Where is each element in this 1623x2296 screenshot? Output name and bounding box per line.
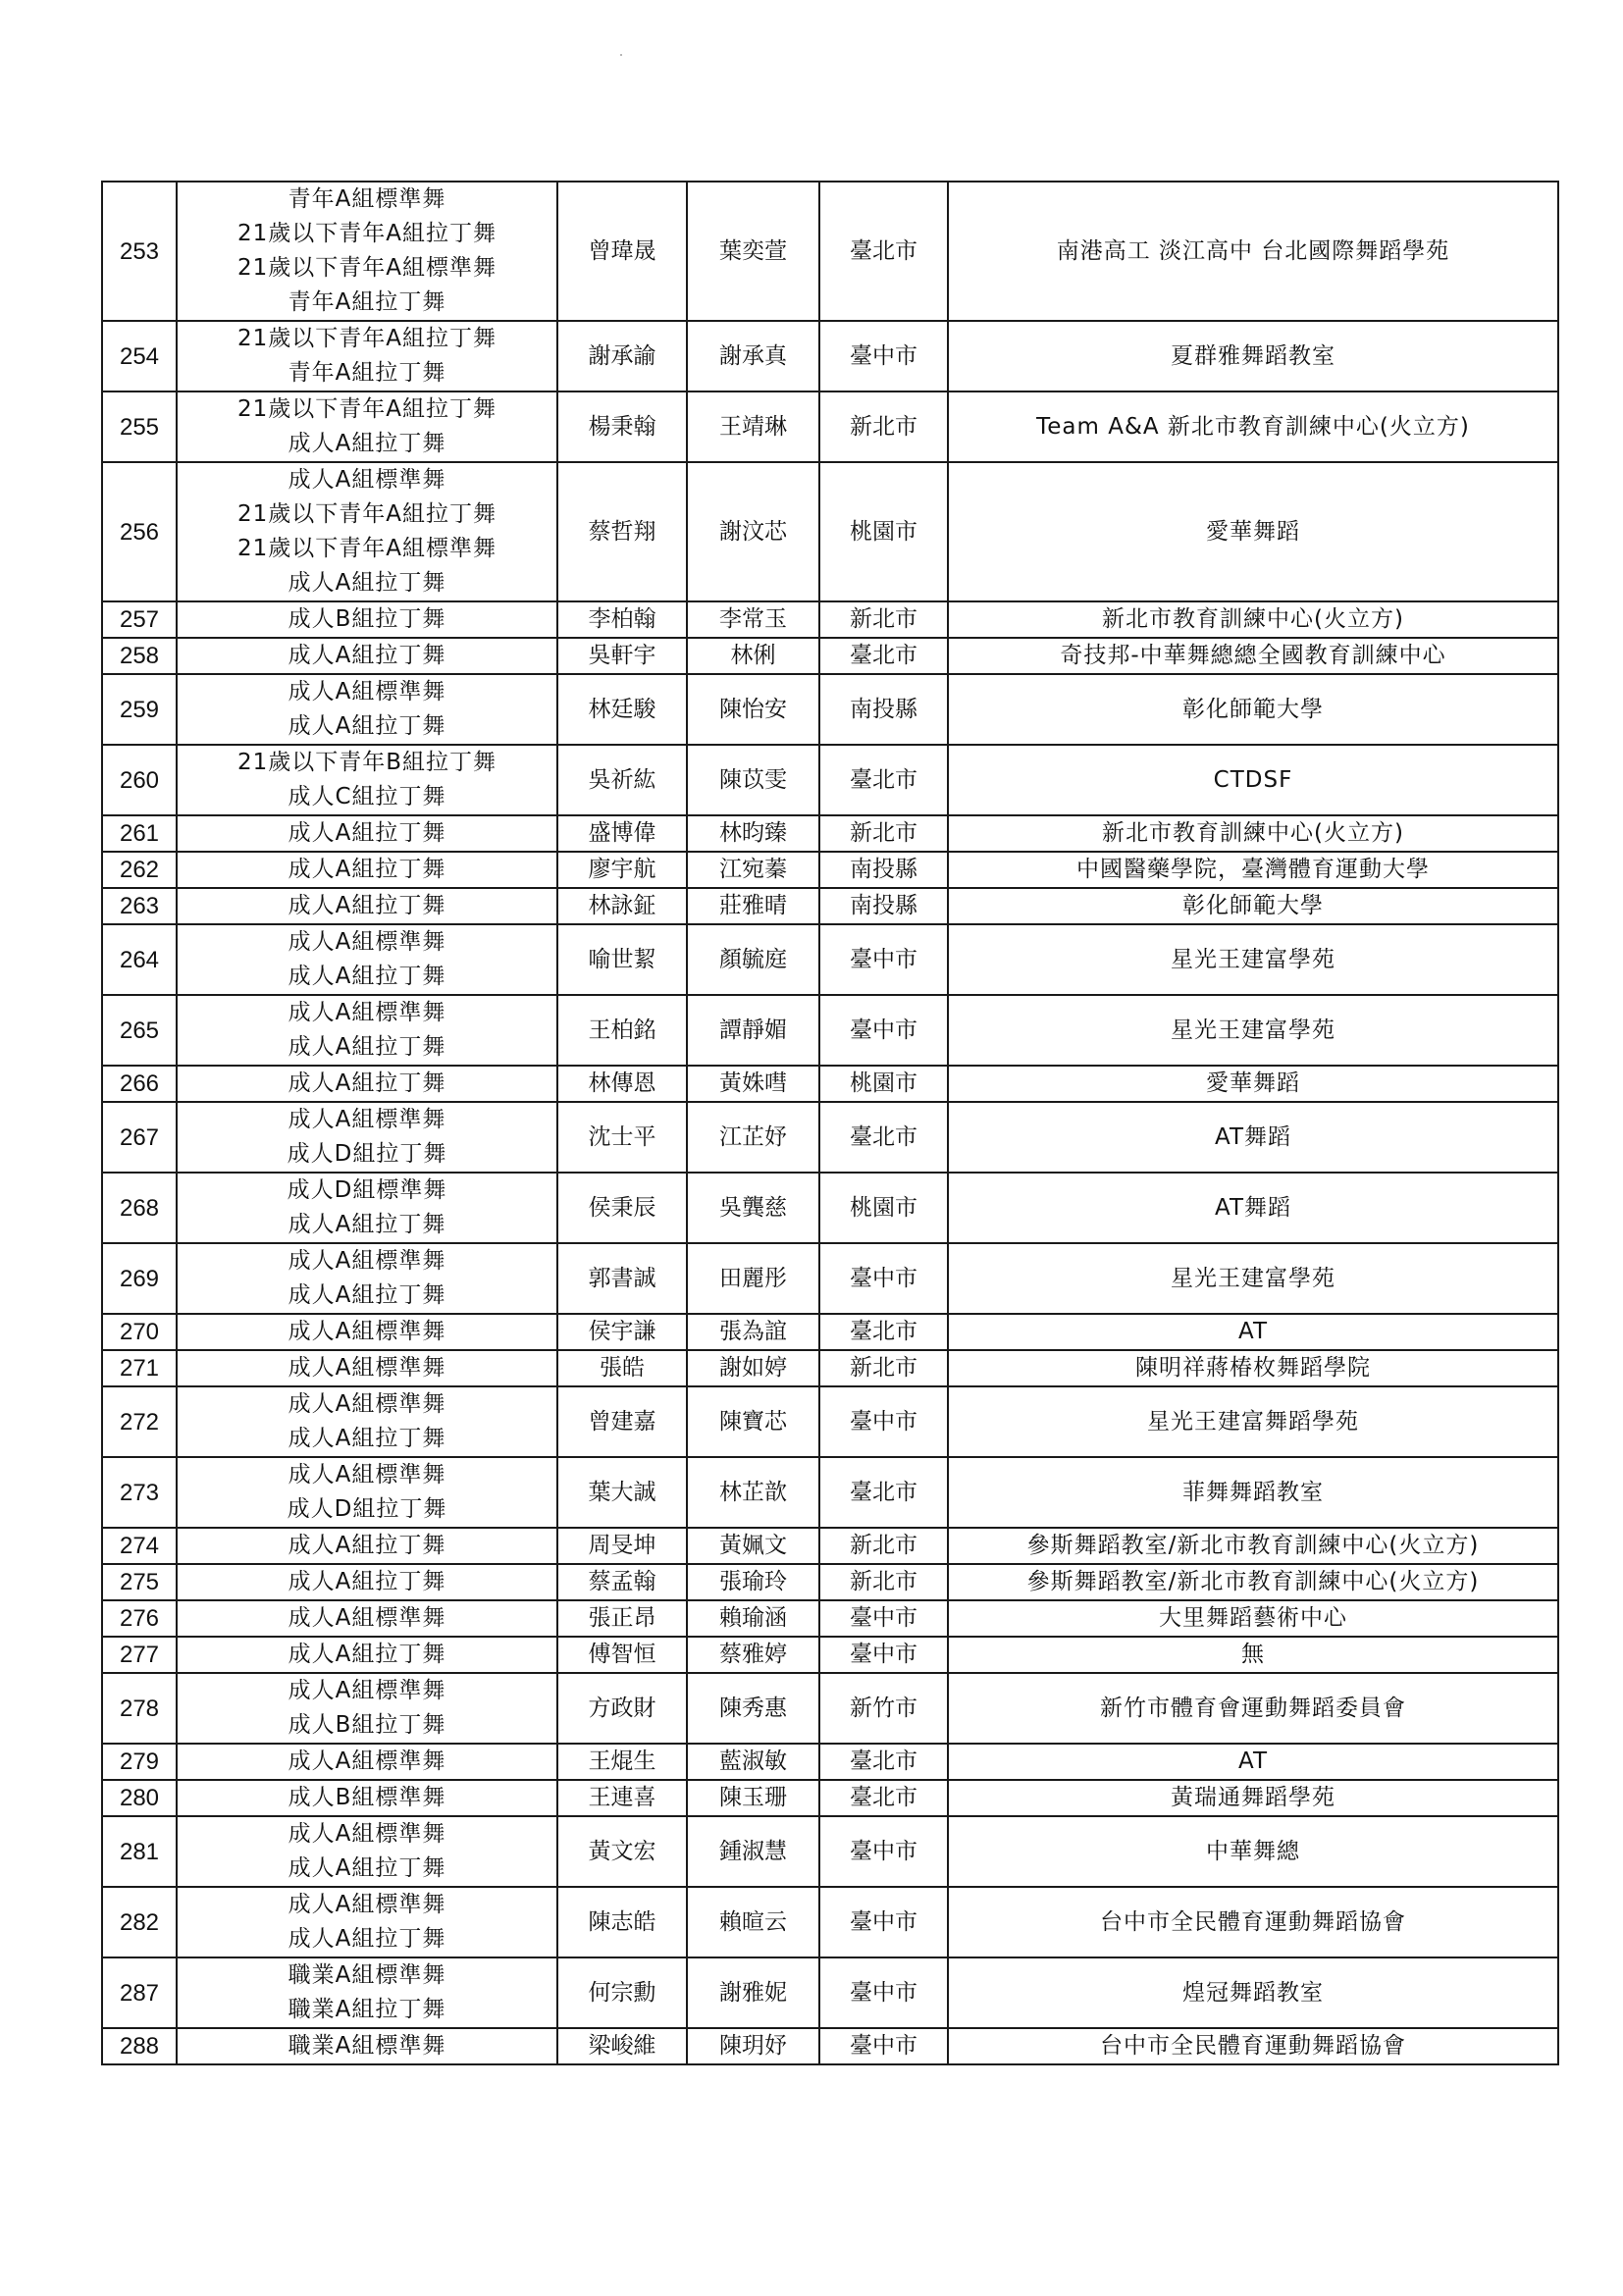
city-cell: 臺中市: [819, 1887, 948, 1957]
event-entry: 成人B組拉丁舞: [288, 606, 446, 632]
entry-number-cell: 278: [102, 1673, 177, 1744]
city-cell: 臺中市: [819, 1816, 948, 1887]
club-cell: 中國醫藥學院，臺灣體育運動大學: [948, 852, 1558, 888]
events-cell: [177, 1386, 557, 1457]
table-row: [102, 852, 1558, 888]
event-entry: 成人A組標準舞: [288, 1000, 446, 1025]
events-cell: [177, 1528, 557, 1564]
event-entry: 成人A組標準舞: [288, 1892, 446, 1917]
city-cell: 臺中市: [819, 321, 948, 391]
table-row: [102, 1637, 1558, 1673]
partner-name-cell: 鍾淑慧: [687, 1816, 819, 1887]
entry-number-cell: 254: [102, 321, 177, 391]
partner-name-cell: 蔡雅婷: [687, 1637, 819, 1673]
club-cell: 星光王建富舞蹈學苑: [948, 1386, 1558, 1457]
partner-name-cell: 王靖琳: [687, 391, 819, 462]
partner-name-cell: 江宛蓁: [687, 852, 819, 888]
events-cell: [177, 1744, 557, 1780]
table-row: [102, 815, 1558, 852]
table-row: [102, 1314, 1558, 1350]
city-cell: 新北市: [819, 391, 948, 462]
entry-number-cell: 258: [102, 638, 177, 674]
partner-name-cell: 陳寶芯: [687, 1386, 819, 1457]
partner-name-cell: 顏毓庭: [687, 924, 819, 995]
events-cell: [177, 1243, 557, 1314]
leader-name-cell: 林詠鉦: [557, 888, 687, 924]
events-cell: [177, 674, 557, 745]
event-entry: 成人A組拉丁舞: [288, 431, 446, 456]
event-entry: 成人A組拉丁舞: [288, 1282, 446, 1308]
event-entry: 青年A組標準舞: [288, 186, 446, 212]
events-cell: [177, 1673, 557, 1744]
event-entry: 成人A組拉丁舞: [288, 1855, 446, 1881]
partner-name-cell: 張為誼: [687, 1314, 819, 1350]
entry-number-cell: 280: [102, 1780, 177, 1816]
event-entry: 21歲以下青年A組標準舞: [236, 255, 497, 281]
partner-name-cell: 林俐: [687, 638, 819, 674]
entry-number-cell: 288: [102, 2028, 177, 2064]
leader-name-cell: 蔡孟翰: [557, 1564, 687, 1600]
city-cell: 南投縣: [819, 674, 948, 745]
event-entry: 成人B組標準舞: [288, 1785, 446, 1810]
event-entry: 21歲以下青年A組拉丁舞: [236, 396, 497, 422]
events-cell: [177, 1350, 557, 1386]
club-cell: 星光王建富學苑: [948, 1243, 1558, 1314]
club-cell: AT舞蹈: [948, 1173, 1558, 1243]
leader-name-cell: 吳祈紘: [557, 745, 687, 815]
leader-name-cell: 何宗勳: [557, 1957, 687, 2028]
city-cell: 桃園市: [819, 1173, 948, 1243]
event-entry: 成人D組拉丁舞: [287, 1496, 447, 1522]
events-cell: [177, 815, 557, 852]
partner-name-cell: 藍淑敏: [687, 1744, 819, 1780]
registration-table-body: [102, 182, 1558, 2064]
city-cell: 新竹市: [819, 1673, 948, 1744]
partner-name-cell: 黃姝嘒: [687, 1066, 819, 1102]
partner-name-cell: 吳龔慈: [687, 1173, 819, 1243]
table-row: [102, 888, 1558, 924]
entry-number-cell: 262: [102, 852, 177, 888]
table-row: [102, 1066, 1558, 1102]
city-cell: 臺中市: [819, 1600, 948, 1637]
club-cell: 星光王建富學苑: [948, 924, 1558, 995]
leader-name-cell: 王焜生: [557, 1744, 687, 1780]
leader-name-cell: 侯宇謙: [557, 1314, 687, 1350]
club-cell: AT: [948, 1314, 1558, 1350]
partner-name-cell: 陳怡安: [687, 674, 819, 745]
events-cell: [177, 1957, 557, 2028]
city-cell: 新北市: [819, 601, 948, 638]
city-cell: 臺中市: [819, 995, 948, 1066]
event-entry: 21歲以下青年A組標準舞: [236, 536, 497, 561]
leader-name-cell: 盛博偉: [557, 815, 687, 852]
table-row: [102, 1102, 1558, 1173]
leader-name-cell: 曾建嘉: [557, 1386, 687, 1457]
event-entry: 成人A組拉丁舞: [288, 1642, 446, 1667]
leader-name-cell: 林傳恩: [557, 1066, 687, 1102]
table-row: [102, 391, 1558, 462]
leader-name-cell: 郭書誠: [557, 1243, 687, 1314]
entry-number-cell: 270: [102, 1314, 177, 1350]
events-cell: [177, 1637, 557, 1673]
partner-name-cell: 譚靜媚: [687, 995, 819, 1066]
event-entry: 成人A組標準舞: [288, 1678, 446, 1703]
events-cell: [177, 2028, 557, 2064]
club-cell: 彰化師範大學: [948, 674, 1558, 745]
table-row: [102, 321, 1558, 391]
leader-name-cell: 林廷駿: [557, 674, 687, 745]
leader-name-cell: 蔡哲翔: [557, 462, 687, 601]
entry-number-cell: 271: [102, 1350, 177, 1386]
entry-number-cell: 277: [102, 1637, 177, 1673]
city-cell: 南投縣: [819, 888, 948, 924]
table-row: [102, 1173, 1558, 1243]
city-cell: 臺中市: [819, 1386, 948, 1457]
partner-name-cell: 賴瑜涵: [687, 1600, 819, 1637]
leader-name-cell: 黃文宏: [557, 1816, 687, 1887]
events-cell: [177, 1314, 557, 1350]
event-entry: 成人A組標準舞: [288, 1462, 446, 1487]
partner-name-cell: 林芷歆: [687, 1457, 819, 1528]
event-entry: 21歲以下青年A組拉丁舞: [236, 501, 497, 527]
city-cell: 臺中市: [819, 1637, 948, 1673]
entry-number-cell: 260: [102, 745, 177, 815]
event-entry: 成人A組標準舞: [288, 929, 446, 955]
table-row: [102, 1600, 1558, 1637]
club-cell: Team A&A 新北市教育訓練中心(火立方): [948, 391, 1558, 462]
partner-name-cell: 陳玥妤: [687, 2028, 819, 2064]
events-cell: [177, 995, 557, 1066]
events-cell: [177, 601, 557, 638]
events-cell: [177, 888, 557, 924]
city-cell: 新北市: [819, 1528, 948, 1564]
table-row: [102, 674, 1558, 745]
event-entry: 成人A組標準舞: [288, 1248, 446, 1274]
partner-name-cell: 李常玉: [687, 601, 819, 638]
leader-name-cell: 傅智恒: [557, 1637, 687, 1673]
table-row: [102, 1673, 1558, 1744]
entry-number-cell: 272: [102, 1386, 177, 1457]
leader-name-cell: 陳志皓: [557, 1887, 687, 1957]
events-cell: [177, 1816, 557, 1887]
event-entry: 成人B組拉丁舞: [288, 1712, 446, 1738]
table-row: [102, 601, 1558, 638]
events-cell: [177, 1887, 557, 1957]
table-row: [102, 1457, 1558, 1528]
leader-name-cell: 葉大誠: [557, 1457, 687, 1528]
leader-name-cell: 喻世絜: [557, 924, 687, 995]
entry-number-cell: 256: [102, 462, 177, 601]
club-cell: 參斯舞蹈教室/新北市教育訓練中心(火立方): [948, 1564, 1558, 1600]
city-cell: 臺北市: [819, 1780, 948, 1816]
scan-speck: [620, 54, 622, 56]
club-cell: 陳明祥蔣椿枚舞蹈學院: [948, 1350, 1558, 1386]
table-row: [102, 1243, 1558, 1314]
city-cell: 臺中市: [819, 924, 948, 995]
partner-name-cell: 黃姵文: [687, 1528, 819, 1564]
table-row: [102, 1780, 1558, 1816]
club-cell: AT: [948, 1744, 1558, 1780]
leader-name-cell: 廖宇航: [557, 852, 687, 888]
table-row: [102, 1350, 1558, 1386]
leader-name-cell: 張正昂: [557, 1600, 687, 1637]
event-entry: 成人D組標準舞: [287, 1177, 447, 1203]
partner-name-cell: 陳玉珊: [687, 1780, 819, 1816]
table-row: [102, 462, 1558, 601]
entry-number-cell: 273: [102, 1457, 177, 1528]
city-cell: 新北市: [819, 1350, 948, 1386]
entry-number-cell: 253: [102, 182, 177, 321]
event-entry: 成人A組標準舞: [288, 1107, 446, 1132]
events-cell: [177, 1780, 557, 1816]
entry-number-cell: 287: [102, 1957, 177, 2028]
partner-name-cell: 陳秀惠: [687, 1673, 819, 1744]
event-entry: 21歲以下青年B組拉丁舞: [236, 750, 497, 775]
entry-number-cell: 275: [102, 1564, 177, 1600]
partner-name-cell: 謝汶芯: [687, 462, 819, 601]
event-entry: 成人A組拉丁舞: [288, 570, 446, 596]
city-cell: 臺中市: [819, 1243, 948, 1314]
events-cell: [177, 638, 557, 674]
city-cell: 臺中市: [819, 1957, 948, 2028]
city-cell: 臺北市: [819, 638, 948, 674]
leader-name-cell: 謝承諭: [557, 321, 687, 391]
partner-name-cell: 謝雅妮: [687, 1957, 819, 2028]
leader-name-cell: 曾瑋晟: [557, 182, 687, 321]
events-cell: [177, 1600, 557, 1637]
event-entry: 成人A組拉丁舞: [288, 964, 446, 989]
entry-number-cell: 261: [102, 815, 177, 852]
table-row: [102, 1564, 1558, 1600]
leader-name-cell: 侯秉辰: [557, 1173, 687, 1243]
entry-number-cell: 267: [102, 1102, 177, 1173]
leader-name-cell: 張皓: [557, 1350, 687, 1386]
events-cell: [177, 1564, 557, 1600]
leader-name-cell: 方政財: [557, 1673, 687, 1744]
event-entry: 成人A組拉丁舞: [288, 857, 446, 882]
club-cell: CTDSF: [948, 745, 1558, 815]
table-row: [102, 745, 1558, 815]
leader-name-cell: 沈士平: [557, 1102, 687, 1173]
leader-name-cell: 李柏翰: [557, 601, 687, 638]
entry-number-cell: 274: [102, 1528, 177, 1564]
entry-number-cell: 281: [102, 1816, 177, 1887]
club-cell: AT舞蹈: [948, 1102, 1558, 1173]
events-cell: [177, 462, 557, 601]
table-row: [102, 638, 1558, 674]
event-entry: 成人A組標準舞: [288, 1748, 446, 1774]
event-entry: 成人A組標準舞: [288, 1319, 446, 1344]
event-entry: 21歲以下青年A組拉丁舞: [236, 326, 497, 351]
club-cell: 黃瑞通舞蹈學苑: [948, 1780, 1558, 1816]
event-entry: 成人A組拉丁舞: [288, 1034, 446, 1060]
city-cell: 臺北市: [819, 182, 948, 321]
events-cell: [177, 1102, 557, 1173]
leader-name-cell: 吳軒宇: [557, 638, 687, 674]
leader-name-cell: 楊秉翰: [557, 391, 687, 462]
event-entry: 成人A組拉丁舞: [288, 1533, 446, 1558]
event-entry: 成人A組拉丁舞: [288, 713, 446, 739]
event-entry: 成人A組拉丁舞: [288, 820, 446, 846]
event-entry: 職業A組標準舞: [288, 1962, 446, 1988]
club-cell: 台中市全民體育運動舞蹈協會: [948, 1887, 1558, 1957]
club-cell: 台中市全民體育運動舞蹈協會: [948, 2028, 1558, 2064]
partner-name-cell: 陳苡雯: [687, 745, 819, 815]
leader-name-cell: 王柏銘: [557, 995, 687, 1066]
club-cell: 新竹市體育會運動舞蹈委員會: [948, 1673, 1558, 1744]
club-cell: 大里舞蹈藝術中心: [948, 1600, 1558, 1637]
partner-name-cell: 江芷妤: [687, 1102, 819, 1173]
entry-number-cell: 257: [102, 601, 177, 638]
table-row: [102, 1386, 1558, 1457]
event-entry: 成人A組拉丁舞: [288, 1569, 446, 1594]
events-cell: [177, 321, 557, 391]
city-cell: 南投縣: [819, 852, 948, 888]
club-cell: 新北市教育訓練中心(火立方): [948, 601, 1558, 638]
table-row: [102, 924, 1558, 995]
partner-name-cell: 謝承真: [687, 321, 819, 391]
club-cell: 參斯舞蹈教室/新北市教育訓練中心(火立方): [948, 1528, 1558, 1564]
event-entry: 21歲以下青年A組拉丁舞: [236, 221, 497, 246]
club-cell: 星光王建富學苑: [948, 995, 1558, 1066]
table-row: [102, 1528, 1558, 1564]
event-entry: 成人A組標準舞: [288, 1355, 446, 1381]
city-cell: 臺北市: [819, 1102, 948, 1173]
event-entry: 職業A組標準舞: [288, 2033, 446, 2059]
event-entry: 成人A組拉丁舞: [288, 1926, 446, 1952]
entry-number-cell: 259: [102, 674, 177, 745]
city-cell: 臺北市: [819, 745, 948, 815]
club-cell: 夏群雅舞蹈教室: [948, 321, 1558, 391]
event-entry: 成人A組拉丁舞: [288, 1426, 446, 1451]
entry-number-cell: 268: [102, 1173, 177, 1243]
entry-number-cell: 282: [102, 1887, 177, 1957]
club-cell: 南港高工 淡江高中 台北國際舞蹈學苑: [948, 182, 1558, 321]
event-entry: 職業A組拉丁舞: [288, 1997, 446, 2022]
leader-name-cell: 王連喜: [557, 1780, 687, 1816]
events-cell: [177, 1457, 557, 1528]
events-cell: [177, 391, 557, 462]
events-cell: [177, 924, 557, 995]
city-cell: 臺北市: [819, 1744, 948, 1780]
partner-name-cell: 田麗彤: [687, 1243, 819, 1314]
club-cell: 煌冠舞蹈教室: [948, 1957, 1558, 2028]
event-entry: 成人A組標準舞: [288, 467, 446, 493]
event-entry: 成人A組拉丁舞: [288, 643, 446, 668]
event-entry: 成人D組拉丁舞: [287, 1141, 447, 1167]
partner-name-cell: 張瑜玲: [687, 1564, 819, 1600]
club-cell: 愛華舞蹈: [948, 1066, 1558, 1102]
event-entry: 成人A組拉丁舞: [288, 1070, 446, 1096]
entry-number-cell: 264: [102, 924, 177, 995]
leader-name-cell: 周旻坤: [557, 1528, 687, 1564]
entry-number-cell: 266: [102, 1066, 177, 1102]
club-cell: 菲舞舞蹈教室: [948, 1457, 1558, 1528]
partner-name-cell: 賴暄云: [687, 1887, 819, 1957]
entry-number-cell: 263: [102, 888, 177, 924]
event-entry: 成人A組標準舞: [288, 1391, 446, 1417]
entry-number-cell: 269: [102, 1243, 177, 1314]
table-row: [102, 2028, 1558, 2064]
table-row: [102, 182, 1558, 321]
city-cell: 臺北市: [819, 1314, 948, 1350]
club-cell: 無: [948, 1637, 1558, 1673]
events-cell: [177, 1066, 557, 1102]
event-entry: 成人A組標準舞: [288, 1605, 446, 1631]
entry-number-cell: 279: [102, 1744, 177, 1780]
city-cell: 桃園市: [819, 462, 948, 601]
event-entry: 青年A組拉丁舞: [288, 289, 446, 315]
event-entry: 成人A組標準舞: [288, 679, 446, 704]
events-cell: [177, 852, 557, 888]
table-row: [102, 1887, 1558, 1957]
events-cell: [177, 182, 557, 321]
club-cell: 奇技邦-中華舞總總全國教育訓練中心: [948, 638, 1558, 674]
table-row: [102, 1957, 1558, 2028]
event-entry: 成人A組拉丁舞: [288, 893, 446, 918]
club-cell: 新北市教育訓練中心(火立方): [948, 815, 1558, 852]
event-entry: 成人C組拉丁舞: [288, 784, 446, 809]
partner-name-cell: 葉奕萱: [687, 182, 819, 321]
table-row: [102, 995, 1558, 1066]
entry-number-cell: 276: [102, 1600, 177, 1637]
city-cell: 新北市: [819, 1564, 948, 1600]
partner-name-cell: 謝如婷: [687, 1350, 819, 1386]
event-entry: 青年A組拉丁舞: [288, 360, 446, 386]
entry-number-cell: 255: [102, 391, 177, 462]
events-cell: [177, 1173, 557, 1243]
club-cell: 中華舞總: [948, 1816, 1558, 1887]
city-cell: 臺北市: [819, 1457, 948, 1528]
event-entry: 成人A組標準舞: [288, 1821, 446, 1847]
entry-number-cell: 265: [102, 995, 177, 1066]
club-cell: 彰化師範大學: [948, 888, 1558, 924]
leader-name-cell: 梁峻維: [557, 2028, 687, 2064]
partner-name-cell: 莊雅晴: [687, 888, 819, 924]
table-row: [102, 1744, 1558, 1780]
city-cell: 新北市: [819, 815, 948, 852]
registration-table: [101, 181, 1559, 2065]
partner-name-cell: 林昀臻: [687, 815, 819, 852]
club-cell: 愛華舞蹈: [948, 462, 1558, 601]
city-cell: 臺中市: [819, 2028, 948, 2064]
city-cell: 桃園市: [819, 1066, 948, 1102]
events-cell: [177, 745, 557, 815]
table-row: [102, 1816, 1558, 1887]
event-entry: 成人A組拉丁舞: [288, 1212, 446, 1237]
